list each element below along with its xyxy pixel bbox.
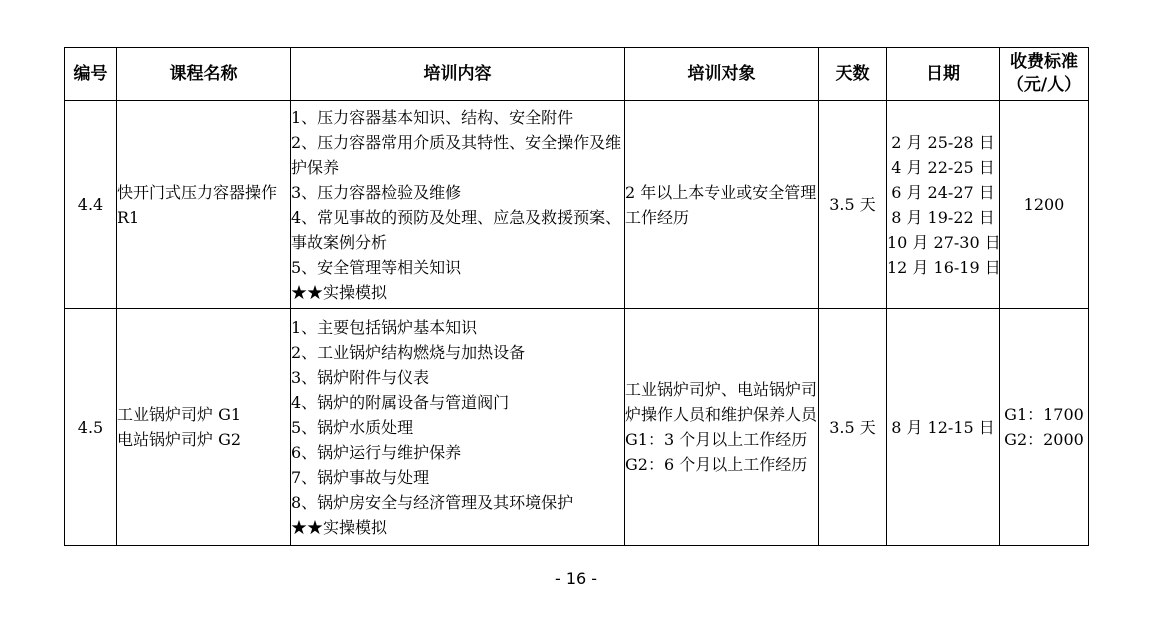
course-audience — [625, 309, 819, 546]
header-fee — [1000, 48, 1089, 101]
course-audience — [625, 101, 819, 309]
content-item: ★★实操模拟 — [291, 517, 388, 537]
table-row — [65, 309, 1089, 546]
date-item: 2 月 25-28 日 — [891, 132, 995, 152]
course-name — [117, 101, 291, 309]
course-fee — [1000, 309, 1089, 546]
course-days: 3.5 天 — [819, 101, 887, 309]
course-fee — [1000, 101, 1089, 309]
row-id: 4.4 — [65, 101, 117, 309]
header-course-name: 课程名称 — [117, 48, 291, 101]
course-dates — [887, 309, 1000, 546]
date-item: 4 月 22-25 日 — [891, 157, 995, 177]
header-content: 培训内容 — [291, 48, 625, 101]
fee-item: G1：1700 — [1004, 405, 1084, 424]
content-item: ★★实操模拟 — [291, 282, 388, 302]
page-number: - 16 - — [554, 569, 598, 588]
content-item: 8、锅炉房安全与经济管理及其环境保护 — [291, 492, 574, 512]
header-fee-line2: （元/人） — [1006, 75, 1082, 95]
content-item: 2、工业锅炉结构燃烧与加热设备 — [291, 342, 526, 362]
header-days: 天数 — [819, 48, 887, 101]
fee-item: G2：2000 — [1004, 430, 1084, 449]
content-item: 3、压力容器检验及维修 — [291, 182, 462, 202]
table-header-row — [65, 48, 1089, 101]
date-item: 12 月 16-19 日 — [887, 257, 1001, 277]
course-name-text: 快开门式压力容器操作 R1 — [117, 182, 278, 227]
audience-line: G2：6 个月以上工作经历 — [625, 455, 808, 474]
header-audience: 培训对象 — [625, 48, 819, 101]
date-item: 8 月 12-15 日 — [891, 417, 995, 437]
course-name — [117, 309, 291, 546]
course-days: 3.5 天 — [819, 309, 887, 546]
date-item: 8 月 19-22 日 — [891, 207, 995, 227]
content-item: 4、锅炉的附属设备与管道阀门 — [291, 392, 510, 412]
content-item: 5、安全管理等相关知识 — [291, 257, 462, 277]
course-content — [291, 309, 625, 546]
fee-item: 1200 — [1023, 195, 1065, 214]
training-schedule-table — [64, 47, 1089, 546]
header-id: 编号 — [65, 48, 117, 101]
course-name-line: 工业锅炉司炉 G1 — [117, 405, 242, 424]
date-item: 6 月 24-27 日 — [891, 182, 995, 202]
content-item: 5、锅炉水质处理 — [291, 417, 414, 437]
date-item: 10 月 27-30 日 — [887, 232, 1001, 252]
audience-text: 2 年以上本专业或安全管理工作经历 — [625, 182, 817, 227]
audience-line: G1：3 个月以上工作经历 — [625, 430, 808, 449]
content-item: 1、主要包括锅炉基本知识 — [291, 317, 478, 337]
content-item: 2、压力容器常用介质及其特性、安全操作及维护保养 — [291, 132, 622, 177]
content-item: 4、常见事故的预防及处理、应急及救援预案、事故案例分析 — [291, 207, 622, 252]
content-item: 1、压力容器基本知识、结构、安全附件 — [291, 107, 574, 127]
course-dates — [887, 101, 1000, 309]
row-id: 4.5 — [65, 309, 117, 546]
header-dates: 日期 — [887, 48, 1000, 101]
content-item: 6、锅炉运行与维护保养 — [291, 442, 462, 462]
table-row — [65, 101, 1089, 309]
header-fee-line1: 收费标准 — [1010, 52, 1078, 72]
audience-line: 工业锅炉司炉、电站锅炉司炉操作人员和维护保养人员 — [625, 380, 818, 424]
content-item: 7、锅炉事故与处理 — [291, 467, 430, 487]
course-content — [291, 101, 625, 309]
course-name-line: 电站锅炉司炉 G2 — [117, 430, 242, 449]
content-item: 3、锅炉附件与仪表 — [291, 367, 430, 387]
